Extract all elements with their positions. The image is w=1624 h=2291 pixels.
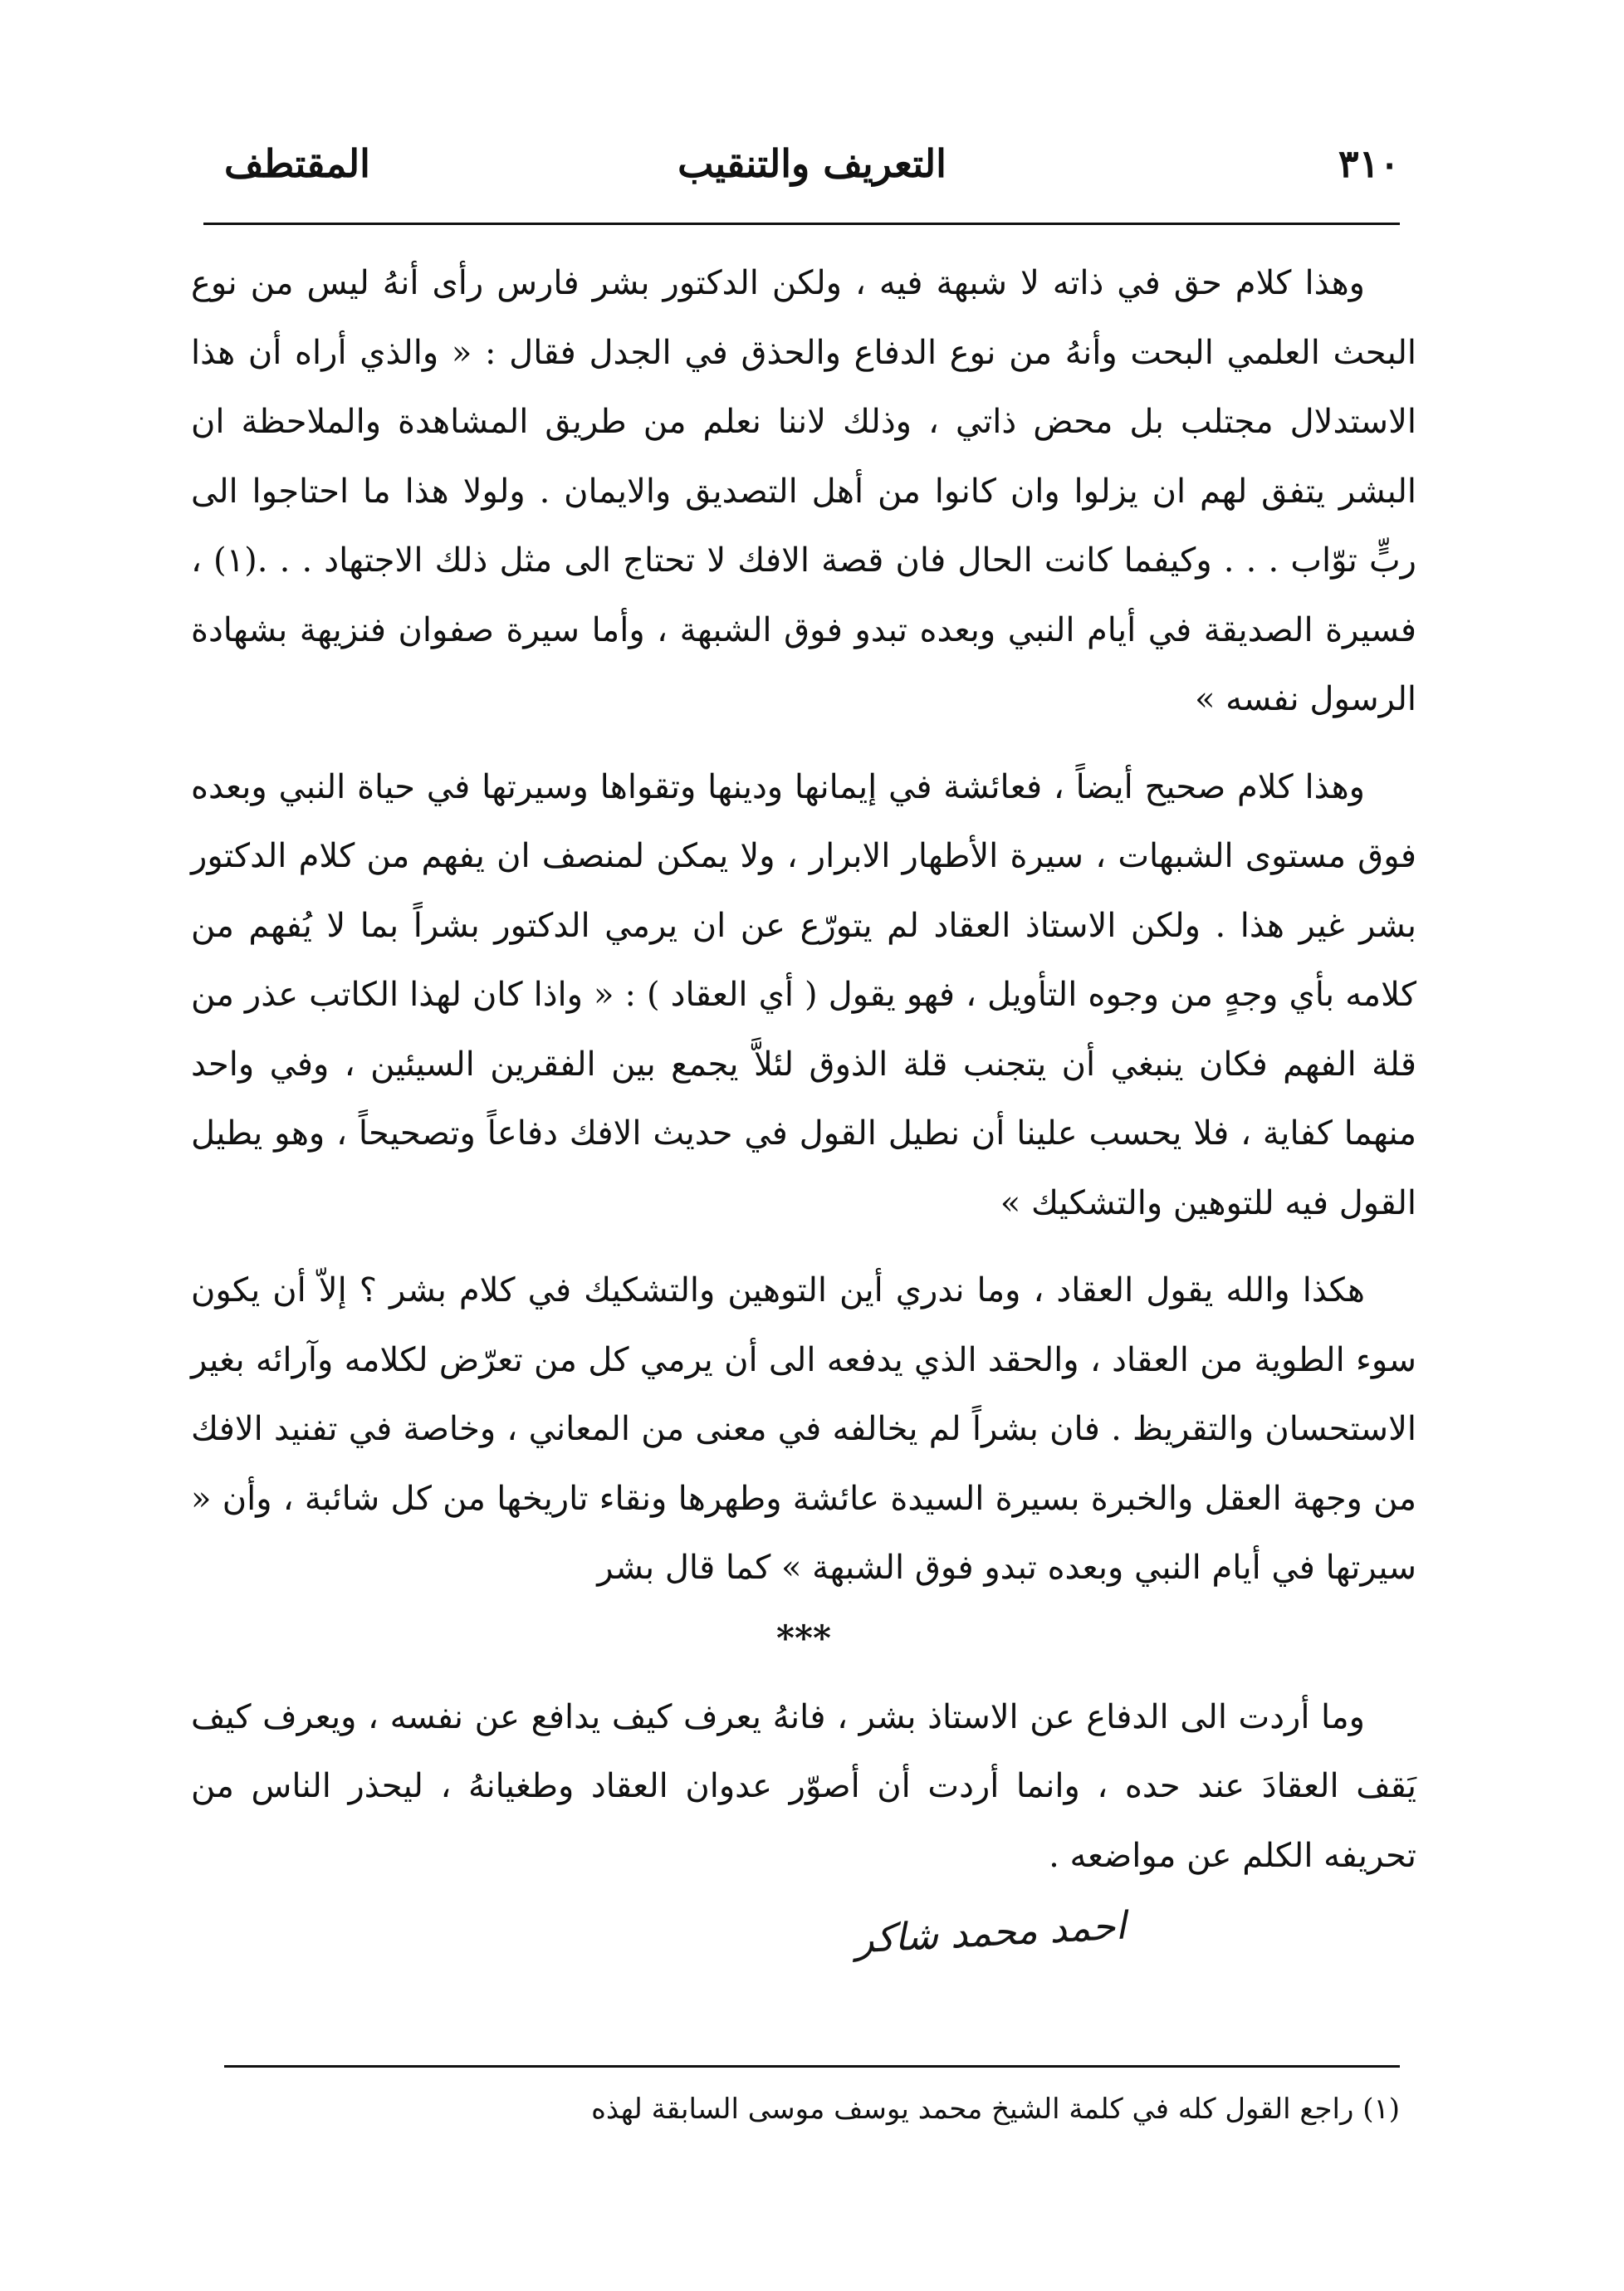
author-signature: احمد محمد شاكر [854,1902,1128,1962]
paragraph-2: وهذا كلام صحيح أيضاً ، فعائشة في إيمانها ودينها وتقواها وسيرتها في حياة النبي وبعده فوق مستوى الشبهات ، سيرة الأطهار الابرار ، ولا يمكن لمنصف ان يفهم من كلام الدكتور بشر غير هذا . ولكن الاستاذ العقاد لم يتورّع عن ان يرمي الدكتور بشراً بما لا يُفهم من كلامه بأي وجهٍ من وجوه التأويل ، فهو يقول ( أي العقاد ) : « واذا كان لهذا الكاتب عذر من قلة الفهم فكان ينبغي أن يتجنب قلة الذوق لئلاَّ يجمع بين الفقرين السيئين ، وفي واحد منهما كفاية ، فلا يحسب علينا أن نطيل القول في حديث الافك دفاعاً وتصحيحاً ، وهو يطيل القول فيه للتوهين والتشكيك » [191,767,1417,1222]
closing-paragraph: وما أردت الى الدفاع عن الاستاذ بشر ، فانهُ يعرف كيف يدافع عن نفسه ، ويعرف كيف يَقف العقادَ عند حده ، وانما أردت أن أصوّر عدوان العقاد وطغيانهُ ، ليحذر الناس من تحريفه الكلم عن مواضعه . [191,1697,1416,1875]
section-separator: *** [776,1617,831,1658]
page-number: ٣١٠ [1338,141,1400,186]
paragraph-1: وهذا كلام حق في ذاته لا شبهة فيه ، ولكن الدكتور بشر فارس رأى أنهُ ليس من نوع البحث العلمي البحت وأنهُ من نوع الدفاع والحذق في الجدل فقال : « والذي أراه أن هذا الاستدلال مجتلب بل محض ذاتي ، وذلك لاننا نعلم من طريق المشاهدة والملاحظة ان البشر يتفق لهم ان يزلوا وان كانوا من أهل التصديق والايمان . ولولا هذا ما احتاجوا الى ربٍّ توّاب . . . وكيفما كانت الحال فان قصة الافك لا تحتاج الى مثل ذلك الاجتهاد . . .(١) ، فسيرة الصديقة في أيام النبي وبعده تبدو فوق الشبهة ، وأما سيرة صفوان فنزيهة بشهادة الرسول نفسه » [191,264,1416,718]
paragraph-3: هكذا والله يقول العقاد ، وما ندري أين التوهين والتشكيك في كلام بشر ؟ إلاّ أن يكون سوء الطوية من العقاد ، والحقد الذي يدفعه الى أن يرمي كل من تعرّض لكلامه وآرائه بغير الاستحسان والتقريظ . فان بشراً لم يخالفه في معنى من المعاني ، وخاصة في تفنيد الافك من وجهة العقل والخبرة بسيرة السيدة عائشة وطهرها ونقاء تاريخها من كل شائبة ، وأن « سيرتها في أيام النبي وبعده تبدو فوق الشبهة » كما قال بشر [191,1271,1416,1587]
running-head [224,141,1400,208]
footnote: (١) راجع القول كله في كلمة الشيخ محمد يوسف موسى السابقة لهذه [591,2093,1400,2126]
header-rule [203,223,1400,225]
journal-name: المقتطف [224,141,370,186]
footnote-rule [224,2065,1400,2068]
section-title: التعريف والتنقيب [677,141,947,186]
article-body [191,249,1416,1891]
